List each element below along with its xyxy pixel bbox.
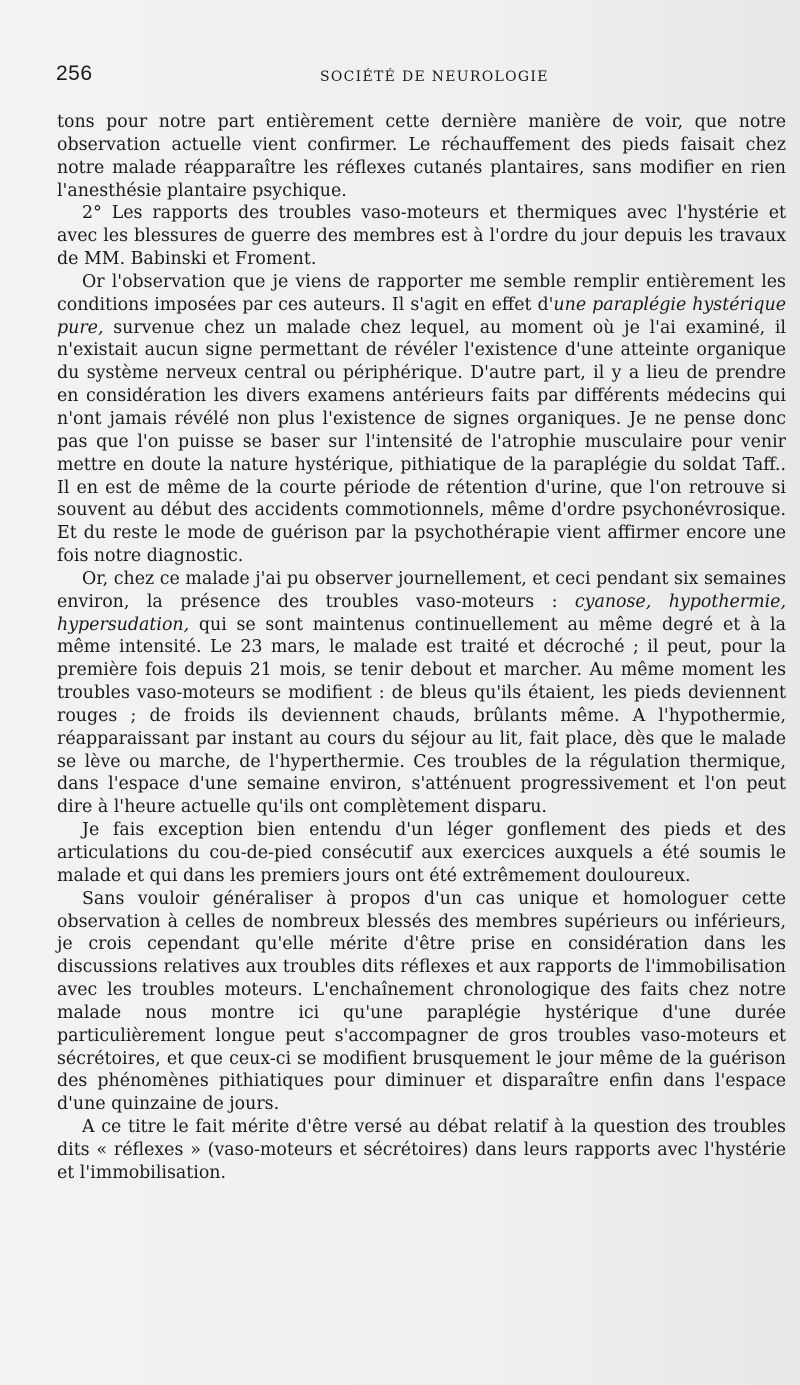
page-header [56,62,800,92]
paragraph-7: A ce titre le fait mérite d'être versé au débat relatif à la question des troubles dits « réflexes » (vaso-moteurs et sécrétoires) dans leurs rapports avec l'hystérie et l'immobilisation. [57,1117,786,1183]
paragraph-1: tons pour notre part entièrement cette dernière manière de voir, que notre observation actuelle vient confirmer. Le réchauffement des pieds faisait chez notre malade réapparaître les réflexes cutanés plantaires, sans modifier en rien l'anesthésie plantaire psychique. [57,112,786,201]
page-number: 256 [56,62,93,85]
paragraph-3-text-b: survenue chez un malade chez lequel, au moment où je l'ai examiné, il n'existait aucun signe permettant de révéler l'existence d'une atteinte organique du système nerveux central ou périphérique. D'autre part, il y a lieu de prendre en considération les divers examens antérieurs faits par différents médecins qui n'ont jamais révélé non plus l'existence de signes organiques. Je ne pense donc pas que l'on puisse se baser sur l'intensité de l'atrophie musculaire pour venir mettre en doute la nature hystérique, pithiatique de la paraplégie du soldat Taff.. Il en est de même de la courte période de rétention d'urine, que l'on retrouve si souvent au début des accidents commotionnels, même d'ordre psychonévrosique. Et du reste le mode de guérison par la psychothérapie vient affirmer encore une fois notre diagnostic. [57,317,786,567]
paragraph-3-italic: une paraplégie hystérique pure, [57,294,786,338]
running-head: SOCIÉTÉ DE NEUROLOGIE [320,69,549,85]
paragraph-6: Sans vouloir généraliser à propos d'un cas unique et homologuer cette observation à celles de nombreux blessés des membres supérieurs ou inférieurs, je crois cependant qu'elle mérite d'être prise en considération dans les discussions relatives aux troubles dits réflexes et aux rapports de l'immobilisation avec les troubles moteurs. L'enchaînement chronologique des faits chez notre malade nous montre ici qu'une paraplégie hystérique d'une durée particulièrement longue peut s'accompagner de gros troubles vaso-moteurs et sécrétoires, et que ceux-ci se modifient brusquement le jour même de la guérison des phénomènes pithiatiques pour diminuer et disparaître enfin dans l'espace d'une quinzaine de jours. [57,888,786,1115]
paragraph-4 [57,568,786,819]
paragraph-3 [57,271,786,568]
paragraph-4-text-b: qui se sont maintenus continuellement au même degré et à la même intensité. Le 23 mars, le malade est traité et décroché ; il peut, pour la première fois depuis 21 mois, se tenir debout et marcher. Au même moment les troubles vaso-moteurs se modifient : de bleus qu'ils étaient, les pieds deviennent rouges ; de froids ils deviennent chauds, brûlants même. A l'hypothermie, réapparaissant par instant au cours du séjour au lit, fait place, dès que le malade se lève ou marche, de l'hyperthermie. Ces troubles de la régulation thermique, dans l'espace d'une semaine environ, s'atténuent progressivement et l'on peut dire à l'heure actuelle qu'ils ont complètement disparu. [57,614,786,818]
paragraph-2: 2° Les rapports des troubles vaso-moteurs et thermiques avec l'hystérie et avec les blessures de guerre des membres est à l'ordre du jour depuis les travaux de MM. Babinski et Froment. [57,203,786,270]
paragraph-4-italic: cyanose, hypothermie, hypersudation, [57,591,786,635]
paragraph-4-text-a: Or, chez ce malade j'ai pu observer journellement, et ceci pendant six semaines environ, la présence des troubles vaso-moteurs : [57,568,786,612]
paragraph-3-text-a: Or l'observation que je viens de rapporter me semble remplir entièrement les conditions imposées par ces auteurs. Il s'agit en effet d' [57,271,786,315]
body-text [57,111,786,1185]
paragraph-5: Je fais exception bien entendu d'un léger gonflement des pieds et des articulations du cou-de-pied consécutif aux exercices auxquels a été soumis le malade et qui dans les premiers jours ont été extrêmement douloureux. [57,820,786,886]
